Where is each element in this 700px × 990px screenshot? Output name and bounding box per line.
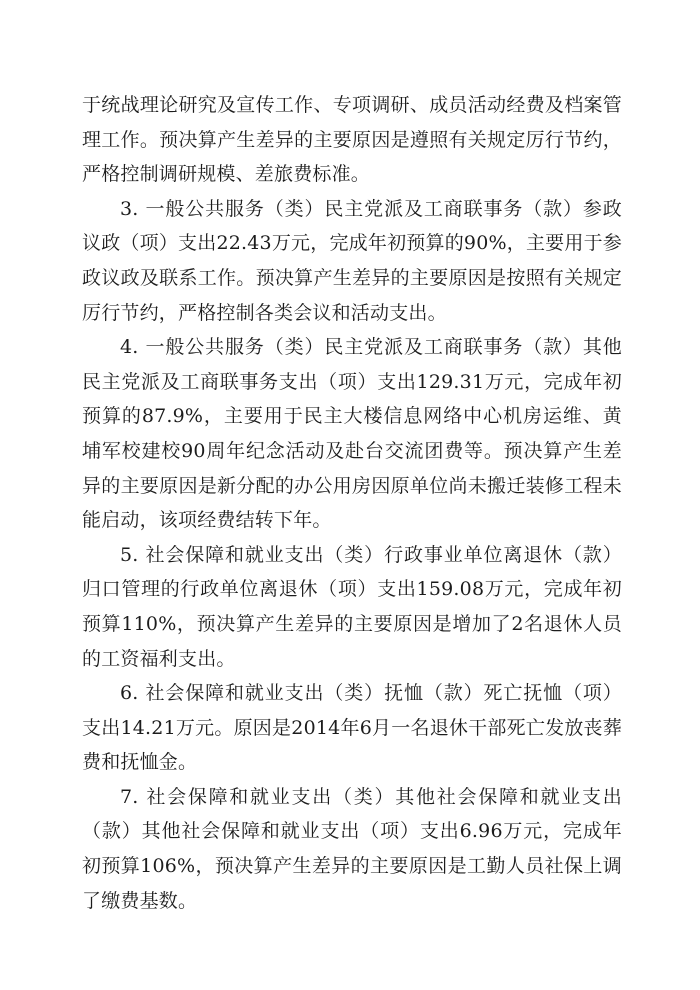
paragraph-item-3: 3. 一般公共服务（类）民主党派及工商联事务（款）参政议政（项）支出22.43万元，完成年初预算的90%，主要用于参政议政及联系工作。预决算产生差异的主要原因是按照有关规定厉行节约，严格控制各类会议和活动支出。 — [82, 197, 622, 324]
paragraph-item-6: 6. 社会保障和就业支出（类）抚恤（款）死亡抚恤（项）支出14.21万元。原因是2014年6月一名退休干部死亡发放丧葬费和抚恤金。 — [82, 682, 622, 774]
document-body — [82, 88, 622, 918]
paragraph-continuation: 于统战理论研究及宣传工作、专项调研、成员活动经费及档案管理工作。预决算产生差异的主要原因是遵照有关规定厉行节约，严格控制调研规模、差旅费标准。 — [82, 94, 622, 186]
paragraph-item-7: 7. 社会保障和就业支出（类）其他社会保障和就业支出（款）其他社会保障和就业支出（项）支出6.96万元，完成年初预算106%，预决算产生差异的主要原因是工勤人员社保上调了缴费基数。 — [82, 785, 622, 912]
paragraph-item-4: 4. 一般公共服务（类）民主党派及工商联事务（款）其他民主党派及工商联事务支出（项）支出129.31万元，完成年初预算的87.9%，主要用于民主大楼信息网络中心机房运维、黄埔军校建校90周年纪念活动及赴台交流团费等。预决算产生差异的主要原因是新分配的办公用房因原单位尚未搬迁装修工程未能启动，该项经费结转下年。 — [82, 336, 622, 532]
paragraph-item-5: 5. 社会保障和就业支出（类）行政事业单位离退休（款）归口管理的行政单位离退休（项）支出159.08万元，完成年初预算110%，预决算产生差异的主要原因是增加了2名退休人员的工资福利支出。 — [82, 543, 622, 670]
